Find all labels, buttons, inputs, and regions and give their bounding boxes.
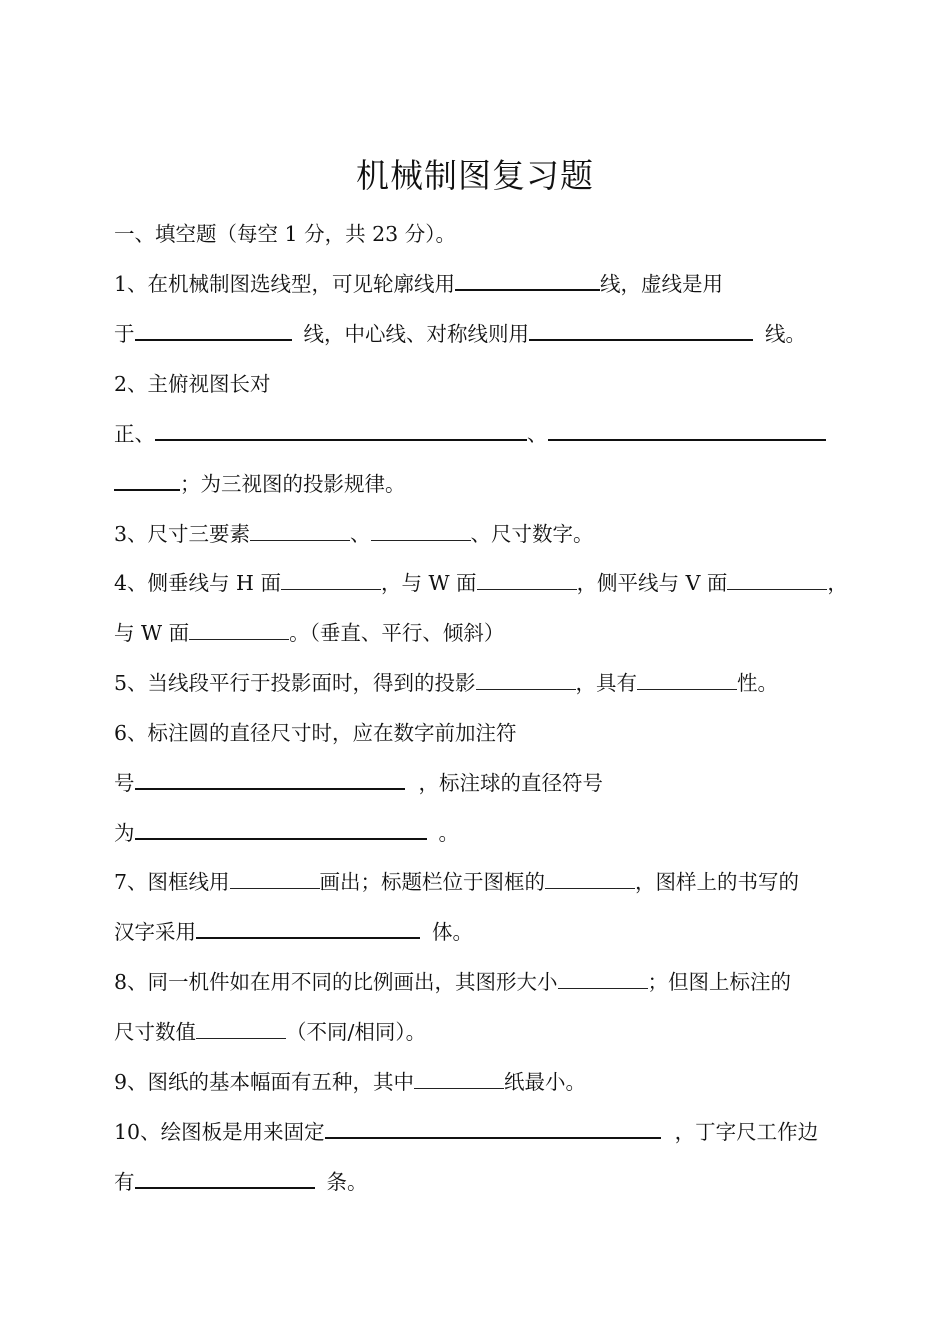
q2-text-b: 正、 (114, 422, 155, 446)
question-10-line-2 (114, 1167, 839, 1197)
q10-text-a: 10、绘图板是用来固定 (114, 1120, 325, 1144)
question-6-line-2 (114, 768, 839, 798)
question-2-line-3 (114, 469, 839, 499)
q4-blank-2[interactable] (477, 569, 577, 590)
q1-text-e: 线。 (765, 322, 806, 346)
q2-text-a: 2、主俯视图长对 (114, 372, 271, 396)
q6-text-b: 号 (114, 771, 135, 795)
section-heading (114, 219, 839, 249)
q5-text-b: ，具有 (575, 671, 638, 695)
q4-text-e: 与 W 面 (114, 621, 190, 645)
question-7-line-1 (114, 867, 839, 897)
question-4-line-1 (114, 568, 848, 598)
page-title: 机械制图复习题 (356, 156, 594, 195)
q4-text-b: ，与 W 面 (380, 571, 477, 595)
question-3 (114, 519, 839, 549)
q10-blank-1[interactable] (325, 1117, 661, 1139)
q1-blank-3[interactable] (529, 319, 753, 341)
q7-text-e: 体。 (432, 920, 473, 944)
q3-text-b: 、 (350, 522, 371, 546)
q3-text-a: 3、尺寸三要素 (114, 522, 251, 546)
q6-text-e: 。 (438, 821, 459, 845)
q4-text-d: ， (827, 571, 848, 595)
question-2-line-1 (114, 369, 839, 399)
q8-text-a: 8、同一机件如在用不同的比例画出，其图形大小 (114, 970, 558, 994)
question-2-line-2 (114, 419, 839, 449)
q6-blank-1[interactable] (135, 768, 405, 790)
q6-text-a: 6、标注圆的直径尺寸时，应在数字前加注符 (114, 721, 517, 745)
q10-text-d: 条。 (326, 1170, 368, 1194)
q1-blank-1[interactable] (455, 269, 600, 291)
q4-text-f: 。（垂直、平行、倾斜） (289, 621, 505, 645)
q6-text-c: ，标注球的直径符号 (418, 771, 603, 795)
q2-blank-1[interactable] (155, 419, 527, 441)
q10-blank-2[interactable] (135, 1167, 315, 1189)
q9-text-b: 纸最小。 (504, 1070, 587, 1094)
q8-blank-1[interactable] (558, 968, 648, 989)
q7-blank-2[interactable] (545, 868, 635, 889)
q4-blank-3[interactable] (727, 569, 827, 590)
q4-text-a: 4、侧垂线与 H 面 (114, 571, 281, 595)
q1-blank-2[interactable] (135, 319, 292, 341)
q3-blank-2[interactable] (371, 520, 471, 541)
q4-blank-4[interactable] (189, 619, 289, 640)
q9-blank-1[interactable] (414, 1068, 504, 1089)
q8-blank-2[interactable] (196, 1018, 286, 1039)
q7-blank-1[interactable] (230, 868, 320, 889)
q9-text-a: 9、图纸的基本幅面有五种，其中 (114, 1070, 415, 1094)
q5-blank-1[interactable] (476, 669, 576, 690)
q3-text-c: 、尺寸数字。 (470, 522, 594, 546)
question-1-line-1 (114, 269, 839, 299)
question-7-line-2 (114, 917, 839, 947)
q2-blank-3[interactable] (114, 469, 180, 491)
q8-text-b: ；但图上标注的 (647, 970, 792, 994)
q1-text-b: 线，虚线是用 (600, 272, 724, 296)
q7-text-d: 汉字采用 (114, 920, 196, 944)
question-8-line-2 (114, 1017, 839, 1047)
q5-text-a: 5、当线段平行于投影面时，得到的投影 (114, 671, 476, 695)
q7-blank-3[interactable] (196, 917, 420, 939)
q5-blank-2[interactable] (637, 669, 737, 690)
question-1-line-2 (114, 319, 839, 349)
q4-text-c: ，侧平线与 V 面 (576, 571, 728, 595)
q2-text-d: ；为三视图的投影规律。 (180, 472, 406, 496)
q6-blank-2[interactable] (135, 818, 427, 840)
q1-text-a: 1、在机械制图选线型，可见轮廓线用 (114, 272, 456, 296)
question-8-line-1 (114, 967, 839, 997)
question-10-line-1 (114, 1117, 839, 1147)
q6-text-d: 为 (114, 821, 135, 845)
question-6-line-3 (114, 818, 839, 848)
q3-blank-1[interactable] (250, 520, 350, 541)
q10-text-b: ，丁字尺工作边 (674, 1120, 819, 1144)
question-6-line-1 (114, 718, 839, 748)
q5-text-c: 性。 (737, 671, 779, 695)
q7-text-b: 画出；标题栏位于图框的 (319, 870, 546, 894)
question-5 (114, 668, 839, 698)
q1-text-c: 于 (114, 322, 135, 346)
q1-text-d: 线，中心线、对称线则用 (303, 322, 529, 346)
question-9 (114, 1067, 839, 1097)
q8-text-c: 尺寸数值 (114, 1020, 196, 1044)
section-heading-text: 一、填空题（每空 1 分，共 23 分）。 (114, 222, 456, 246)
q4-blank-1[interactable] (281, 569, 381, 590)
q2-blank-2[interactable] (548, 419, 826, 441)
q7-text-c: ，图样上的书写的 (635, 870, 800, 894)
q7-text-a: 7、图框线用 (114, 870, 230, 894)
q2-text-c: 、 (527, 422, 548, 446)
q8-text-d: （不同/相同）。 (286, 1020, 427, 1044)
q10-text-c: 有 (114, 1170, 135, 1194)
question-4-line-2 (114, 618, 839, 648)
